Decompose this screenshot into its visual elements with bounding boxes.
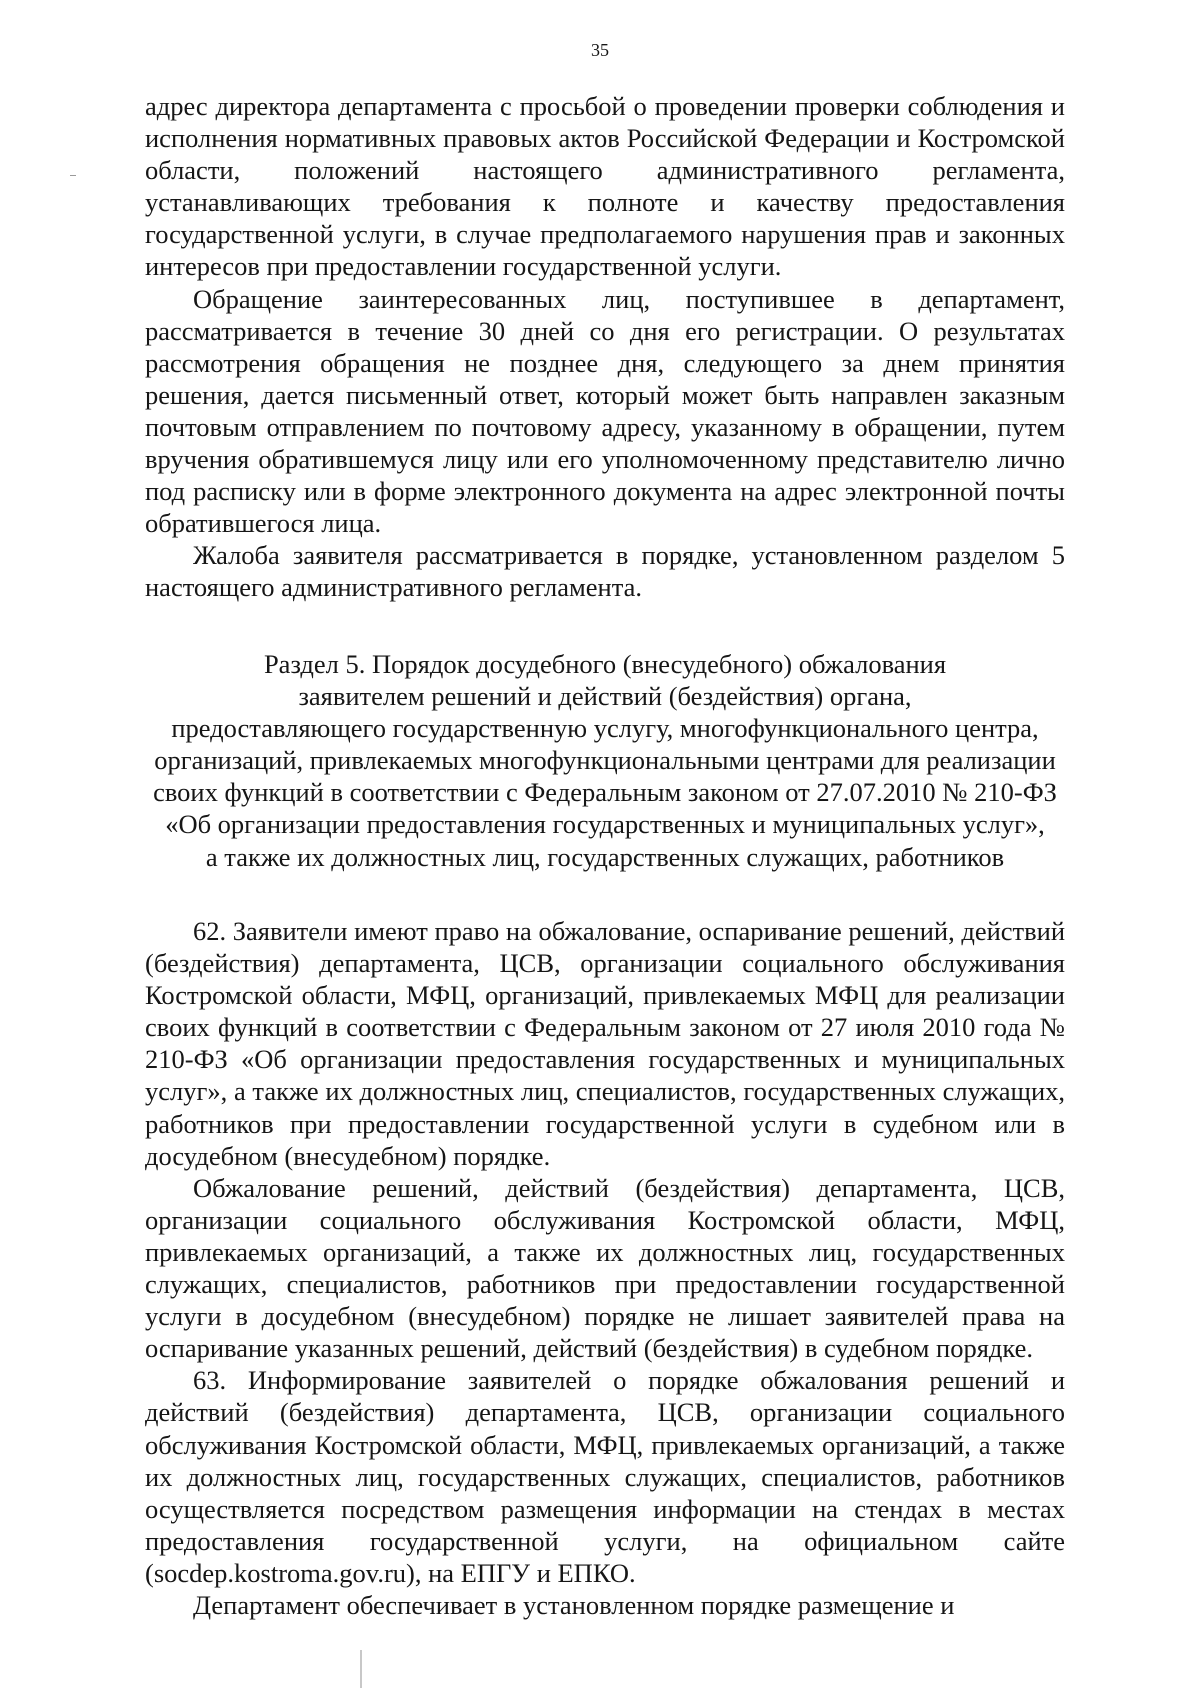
heading-line: своих функций в соответствии с Федеральным законом от 27.07.2010 № 210-ФЗ xyxy=(153,777,1057,808)
scan-mark xyxy=(360,1650,362,1688)
top-text-block xyxy=(145,90,1065,604)
heading-line: а также их должностных лиц, государственных служащих, работников xyxy=(205,841,1005,872)
paragraph: Департамент обеспечивает в установленном порядке размещение и xyxy=(193,1589,955,1620)
heading-line: «Об организации предоставления государственных и муниципальных услуг», xyxy=(165,809,1045,840)
heading-line: предоставляющего государственную услугу, многофункционального центра, xyxy=(171,713,1039,744)
paragraph: Обжалование решений, действий (бездействия) департамента, ЦСВ, организации социального обслуживания Костромской области, МФЦ, привлекаемых организаций, а также их должностных лиц, государственных служащих, специалистов, работников при предоставлении государственной услуги в досудебном (внесудебном) порядке не лишает заявителей права на оспаривание указанных решений, действий (бездействия) в судебном порядке. xyxy=(145,1172,1065,1364)
section-heading xyxy=(120,648,1090,873)
heading-line: Раздел 5. Порядок досудебного (внесудебного) обжалования xyxy=(263,649,947,679)
heading-line: заявителем решений и действий (бездействия) органа, xyxy=(298,681,912,712)
page-number: 35 xyxy=(591,40,609,60)
paragraph: 62. Заявители имеют право на обжалование, оспаривание решений, действий (бездействия) департамента, ЦСВ, организации социального обслуживания Костромской области, МФЦ, организаций, привлекаемых МФЦ для реализации своих функций в соответствии с Федеральным законом от 27 июля 2010 года № 210-ФЗ «Об организации предоставления государственных и муниципальных услуг», а также их должностных лиц, специалистов, государственных служащих, работников при предоставлении государственной услуги в судебном или в досудебном (внесудебном) порядке. xyxy=(145,916,1065,1171)
paragraph: 63. Информирование заявителей о порядке обжалования решений и действий (бездействия) департамента, ЦСВ, организации социального обслуживания Костромской области, МФЦ, привлекаемых организаций, а также их должностных лиц, государственных служащих, специалистов, работников осуществляется посредством размещения информации на стендах в местах предоставления государственной услуги, на официальном сайте (socdep.kostroma.gov.ru), на ЕПГУ и ЕПКО. xyxy=(145,1365,1065,1588)
bottom-text-block xyxy=(145,915,1065,1621)
paragraph: адрес директора департамента с просьбой о проведении проверки соблюдения и исполнения нормативных правовых актов Российской Федерации и Костромской области, положений настоящего административного регламента, устанавливающих требования к полноте и качеству предоставления государственной услуги, в случае предполагаемого нарушения прав и законных интересов при предоставлении государственной услуги. xyxy=(145,91,1065,282)
paragraph: Обращение заинтересованных лиц, поступившее в департамент, рассматривается в течение 30 дней со дня его регистрации. О результатах рассмотрения обращения не позднее дня, следующего за днем принятия решения, дается письменный ответ, который может быть направлен заказным почтовым отправлением по почтовому адресу, указанному в обращении, путем вручения обратившемуся лицу или его уполномоченному представителю лично под расписку или в форме электронного документа на адрес электронной почты обратившегося лица. xyxy=(145,283,1065,539)
heading-line: организаций, привлекаемых многофункциональными центрами для реализации xyxy=(154,745,1056,776)
margin-mark xyxy=(70,175,76,176)
paragraph: Жалоба заявителя рассматривается в порядке, установленном разделом 5 настоящего административного регламента. xyxy=(145,540,1065,603)
